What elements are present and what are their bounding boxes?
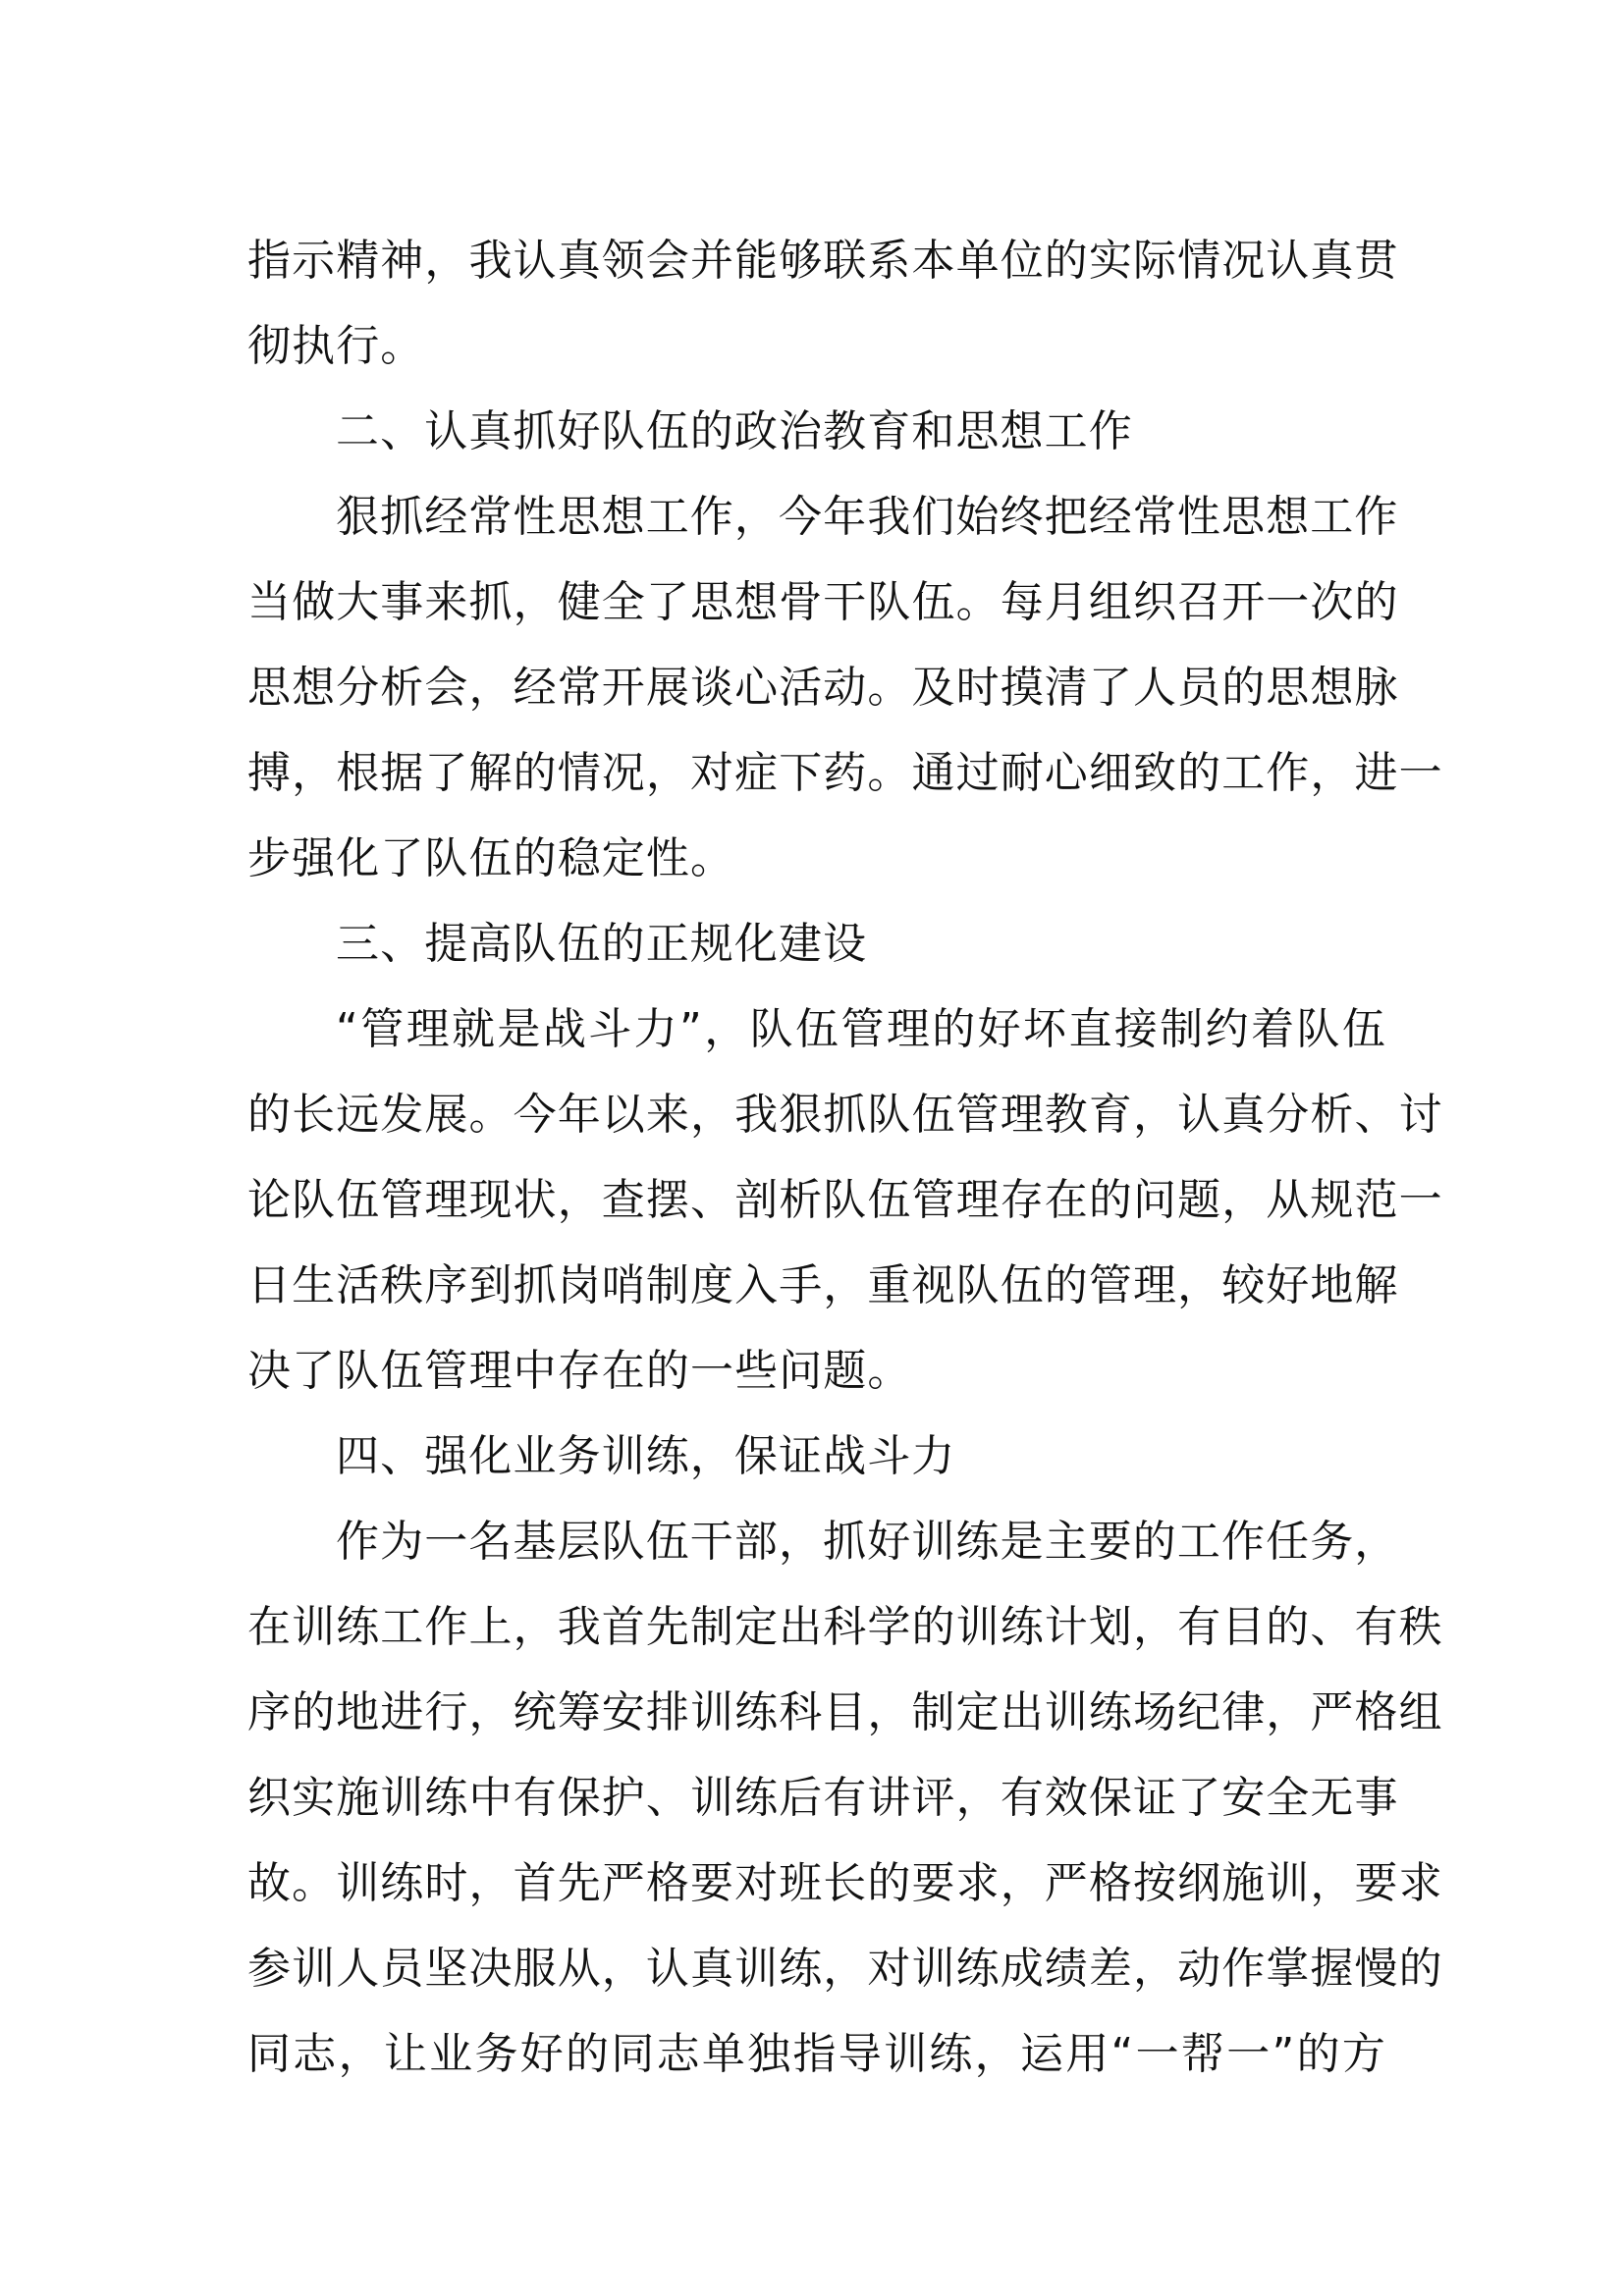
text-line: 当做大事来抓，健全了思想骨干队伍。每月组织召开一次的 <box>247 577 1399 627</box>
paragraph-management <box>247 987 1443 1414</box>
section-heading-3: 三、提高队伍的正规化建设 <box>336 919 868 969</box>
text-line: 彻执行。 <box>247 321 425 371</box>
section-heading-4: 四、强化业务训练，保证战斗力 <box>336 1431 956 1481</box>
text-line: 指示精神，我认真领会并能够联系本单位的实际情况认真贯 <box>247 236 1399 286</box>
section-heading-2: 二、认真抓好队伍的政治教育和思想工作 <box>336 406 1133 456</box>
text-line: 思想分析会，经常开展谈心活动。及时摸清了人员的思想脉 <box>247 663 1399 713</box>
text-line: 在训练工作上，我首先制定出科学的训练计划，有目的、有秩 <box>247 1602 1443 1652</box>
text-line: 的长远发展。今年以来，我狠抓队伍管理教育，认真分析、讨 <box>247 1090 1443 1140</box>
paragraph-thought-work <box>247 474 1443 901</box>
document-page <box>247 218 1443 2097</box>
text-line: 论队伍管理现状，查摆、剖析队伍管理存在的问题，从规范一 <box>247 1175 1443 1225</box>
text-line: 序的地进行，统筹安排训练科目，制定出训练场纪律，严格组 <box>247 1687 1443 1737</box>
text-line: 参训人员坚决服从，认真训练，对训练成绩差，动作掌握慢的 <box>247 1944 1443 1994</box>
paragraph-training <box>247 1499 1443 2097</box>
text-line: 日生活秩序到抓岗哨制度入手，重视队伍的管理，较好地解 <box>247 1260 1399 1310</box>
text-line: 决了队伍管理中存在的一些问题。 <box>247 1346 912 1396</box>
text-line: 织实施训练中有保护、训练后有讲评，有效保证了安全无事 <box>247 1773 1399 1823</box>
text-line: 故。训练时，首先严格要对班长的要求，严格按纲施训，要求 <box>247 1858 1443 1908</box>
text-line: 同志，让业务好的同志单独指导训练，运用“一帮一”的方 <box>247 2029 1386 2079</box>
text-line: 搏，根据了解的情况，对症下药。通过耐心细致的工作，进一 <box>247 748 1443 798</box>
text-line: 步强化了队伍的稳定性。 <box>247 833 735 883</box>
text-line: “管理就是战斗力”，队伍管理的好坏直接制约着队伍 <box>336 1004 1386 1054</box>
text-line: 作为一名基层队伍干部，抓好训练是主要的工作任务， <box>336 1517 1399 1567</box>
text-line: 狠抓经常性思想工作，今年我们始终把经常性思想工作 <box>336 492 1399 542</box>
paragraph-intro-continuation <box>247 218 1399 389</box>
